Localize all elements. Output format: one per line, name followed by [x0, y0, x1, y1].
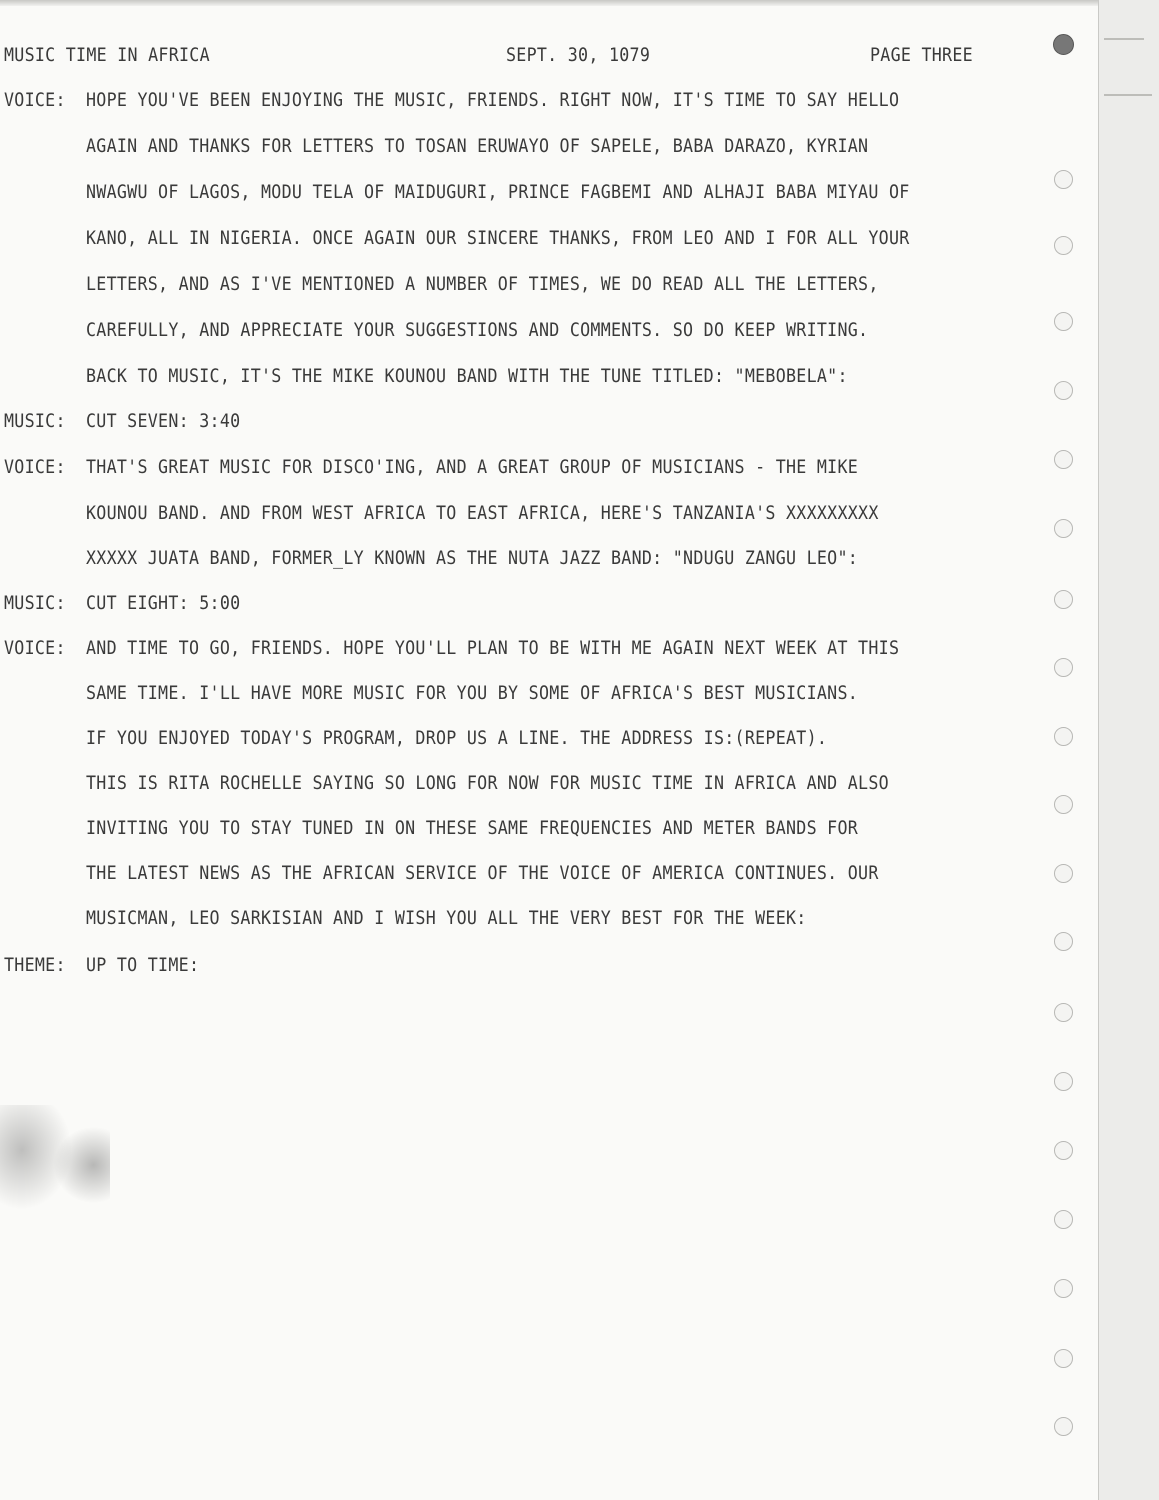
header-date: SEPT. 30, 1079	[506, 45, 651, 66]
feed-hole	[1054, 1279, 1073, 1298]
page-top-edge	[0, 0, 1098, 6]
feed-hole	[1054, 590, 1073, 609]
script-line: HOPE YOU'VE BEEN ENJOYING THE MUSIC, FRIENDS. RIGHT NOW, IT'S TIME TO SAY HELLO	[86, 90, 900, 111]
script-line: THAT'S GREAT MUSIC FOR DISCO'ING, AND A GREAT GROUP OF MUSICIANS - THE MIKE	[86, 457, 859, 478]
script-line: THIS IS RITA ROCHELLE SAYING SO LONG FOR NOW FOR MUSIC TIME IN AFRICA AND ALSO	[86, 773, 889, 794]
script-line: INVITING YOU TO STAY TUNED IN ON THESE SAME FREQUENCIES AND METER BANDS FOR	[86, 818, 859, 839]
speaker-label: THEME:	[4, 955, 66, 976]
feed-hole	[1053, 34, 1074, 55]
script-line: BACK TO MUSIC, IT'S THE MIKE KOUNOU BAND WITH THE TUNE TITLED: "MEBOBELA":	[86, 366, 848, 387]
feed-hole	[1054, 795, 1073, 814]
feed-hole	[1054, 450, 1073, 469]
header-page-number: PAGE THREE	[870, 45, 973, 66]
script-line: KOUNOU BAND. AND FROM WEST AFRICA TO EAST AFRICA, HERE'S TANZANIA'S XXXXXXXXX	[86, 503, 879, 524]
tractor-feed-strip	[1098, 0, 1159, 1500]
feed-hole	[1054, 864, 1073, 883]
feed-hole	[1054, 658, 1073, 677]
feed-hole	[1054, 1141, 1073, 1160]
script-line: LETTERS, AND AS I'VE MENTIONED A NUMBER OF TIMES, WE DO READ ALL THE LETTERS,	[86, 274, 879, 295]
script-line: CAREFULLY, AND APPRECIATE YOUR SUGGESTIONS AND COMMENTS. SO DO KEEP WRITING.	[86, 320, 869, 341]
feed-hole	[1054, 170, 1073, 189]
script-line: MUSICMAN, LEO SARKISIAN AND I WISH YOU ALL THE VERY BEST FOR THE WEEK:	[86, 908, 807, 929]
script-line: XXXXX JUATA BAND, FORMER_LY KNOWN AS THE NUTA JAZZ BAND: "NDUGU ZANGU LEO":	[86, 548, 859, 569]
script-line: CUT EIGHT: 5:00	[86, 593, 241, 614]
header-program-title: MUSIC TIME IN AFRICA	[4, 45, 210, 66]
speaker-label: VOICE:	[4, 90, 66, 111]
speaker-label: VOICE:	[4, 457, 66, 478]
feed-hole	[1054, 236, 1073, 255]
speaker-label: VOICE:	[4, 638, 66, 659]
feed-hole	[1054, 1417, 1073, 1436]
feed-hole	[1054, 312, 1073, 331]
script-line: NWAGWU OF LAGOS, MODU TELA OF MAIDUGURI, PRINCE FAGBEMI AND ALHAJI BABA MIYAU OF	[86, 182, 910, 203]
feed-hole	[1054, 519, 1073, 538]
script-line: AND TIME TO GO, FRIENDS. HOPE YOU'LL PLAN TO BE WITH ME AGAIN NEXT WEEK AT THIS	[86, 638, 900, 659]
script-line: UP TO TIME:	[86, 955, 200, 976]
script-line: SAME TIME. I'LL HAVE MORE MUSIC FOR YOU BY SOME OF AFRICA'S BEST MUSICIANS.	[86, 683, 859, 704]
feed-hole	[1054, 381, 1073, 400]
feed-hole	[1054, 1210, 1073, 1229]
script-line: CUT SEVEN: 3:40	[86, 411, 241, 432]
script-line: KANO, ALL IN NIGERIA. ONCE AGAIN OUR SINCERE THANKS, FROM LEO AND I FOR ALL YOUR	[86, 228, 910, 249]
feed-hole	[1054, 1349, 1073, 1368]
speaker-label: MUSIC:	[4, 411, 66, 432]
feed-hole	[1054, 1003, 1073, 1022]
strip-mark	[1104, 38, 1144, 40]
feed-hole	[1054, 1072, 1073, 1091]
script-line: THE LATEST NEWS AS THE AFRICAN SERVICE OF THE VOICE OF AMERICA CONTINUES. OUR	[86, 863, 879, 884]
strip-mark	[1104, 94, 1152, 96]
speaker-label: MUSIC:	[4, 593, 66, 614]
feed-hole	[1054, 727, 1073, 746]
script-line: AGAIN AND THANKS FOR LETTERS TO TOSAN ERUWAYO OF SAPELE, BABA DARAZO, KYRIAN	[86, 136, 869, 157]
script-line: IF YOU ENJOYED TODAY'S PROGRAM, DROP US A LINE. THE ADDRESS IS:(REPEAT).	[86, 728, 828, 749]
feed-hole	[1054, 932, 1073, 951]
ink-smudge	[0, 1105, 110, 1255]
